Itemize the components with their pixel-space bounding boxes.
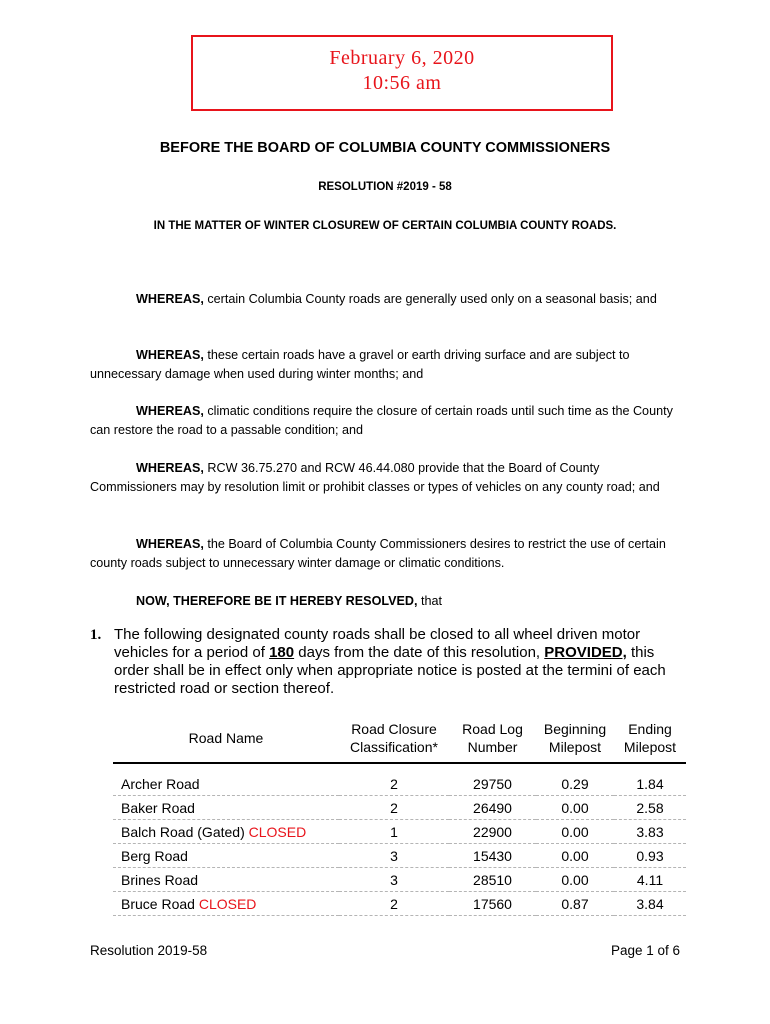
whereas-paragraph: WHEREAS, these certain roads have a gravel or earth driving surface and are subject to unnecessary damage when used during winter months; and bbox=[90, 348, 630, 381]
closed-label: CLOSED bbox=[248, 823, 307, 840]
closed-label: CLOSED bbox=[198, 895, 257, 912]
header-road-name: Road Name bbox=[113, 720, 339, 763]
whereas-paragraph: WHEREAS, RCW 36.75.270 and RCW 46.44.080 provide that the Board of County Commissioners may by resolution limit or prohibit classes or types of vehicles on any county road; and bbox=[90, 461, 660, 494]
provided-clause: PROVIDED, bbox=[544, 644, 627, 661]
table-row: Archer Road 2 29750 0.29 1.84 bbox=[113, 772, 686, 796]
road-closure-table bbox=[113, 720, 686, 916]
days-count: 180 bbox=[269, 644, 295, 661]
table-row: Berg Road 3 15430 0.00 0.93 bbox=[113, 844, 686, 868]
header-classification: Road Closure Classification* bbox=[339, 720, 449, 763]
table-row: Bruce Road CLOSED 2 17560 0.87 3.84 bbox=[113, 892, 686, 916]
header-beginning-milepost: Beginning Milepost bbox=[536, 720, 614, 763]
table-row: Balch Road (Gated) CLOSED 1 22900 0.00 3.83 bbox=[113, 820, 686, 844]
whereas-paragraph: WHEREAS, the Board of Columbia County Commissioners desires to restrict the use of certain county roads subject to unnecessary winter damage or climatic conditions. bbox=[90, 537, 666, 570]
resolved-paragraph: NOW, THEREFORE BE IT HEREBY RESOLVED, that bbox=[136, 594, 443, 608]
footer-resolution: Resolution 2019-58 bbox=[90, 943, 208, 958]
whereas-paragraph: WHEREAS, climatic conditions require the closure of certain roads until such time as the County can restore the road to a passable condition; and bbox=[90, 404, 673, 437]
date-time-stamp bbox=[191, 35, 613, 111]
resolution-item-1: 1. The following designated county roads shall be closed to all wheel driven motor vehicles for a period of 180 days from the date of this resolution, PROVIDED, this order shall be in effect only when appropriate notice is posted at the termini of each restricted road or section thereof. bbox=[90, 626, 666, 697]
stamp-date: February 6, 2020 bbox=[329, 47, 475, 69]
header-ending-milepost: Ending Milepost bbox=[614, 720, 686, 763]
table-row: Brines Road 3 28510 0.00 4.11 bbox=[113, 868, 686, 892]
resolution-number: RESOLUTION #2019 - 58 bbox=[318, 181, 452, 193]
footer-page-number: Page 1 of 6 bbox=[610, 943, 680, 958]
table-row: Baker Road 2 26490 0.00 2.58 bbox=[113, 796, 686, 820]
matter-heading: IN THE MATTER OF WINTER CLOSUREW OF CERTAIN COLUMBIA COUNTY ROADS. bbox=[153, 220, 617, 232]
whereas-paragraph: WHEREAS, certain Columbia County roads are generally used only on a seasonal basis; and bbox=[136, 292, 657, 306]
item-number: 1. bbox=[90, 627, 102, 643]
table-header-row bbox=[113, 720, 686, 763]
board-heading: BEFORE THE BOARD OF COLUMBIA COUNTY COMMISSIONERS bbox=[159, 140, 611, 156]
stamp-time: 10:56 am bbox=[362, 72, 442, 94]
header-road-log: Road Log Number bbox=[449, 720, 536, 763]
